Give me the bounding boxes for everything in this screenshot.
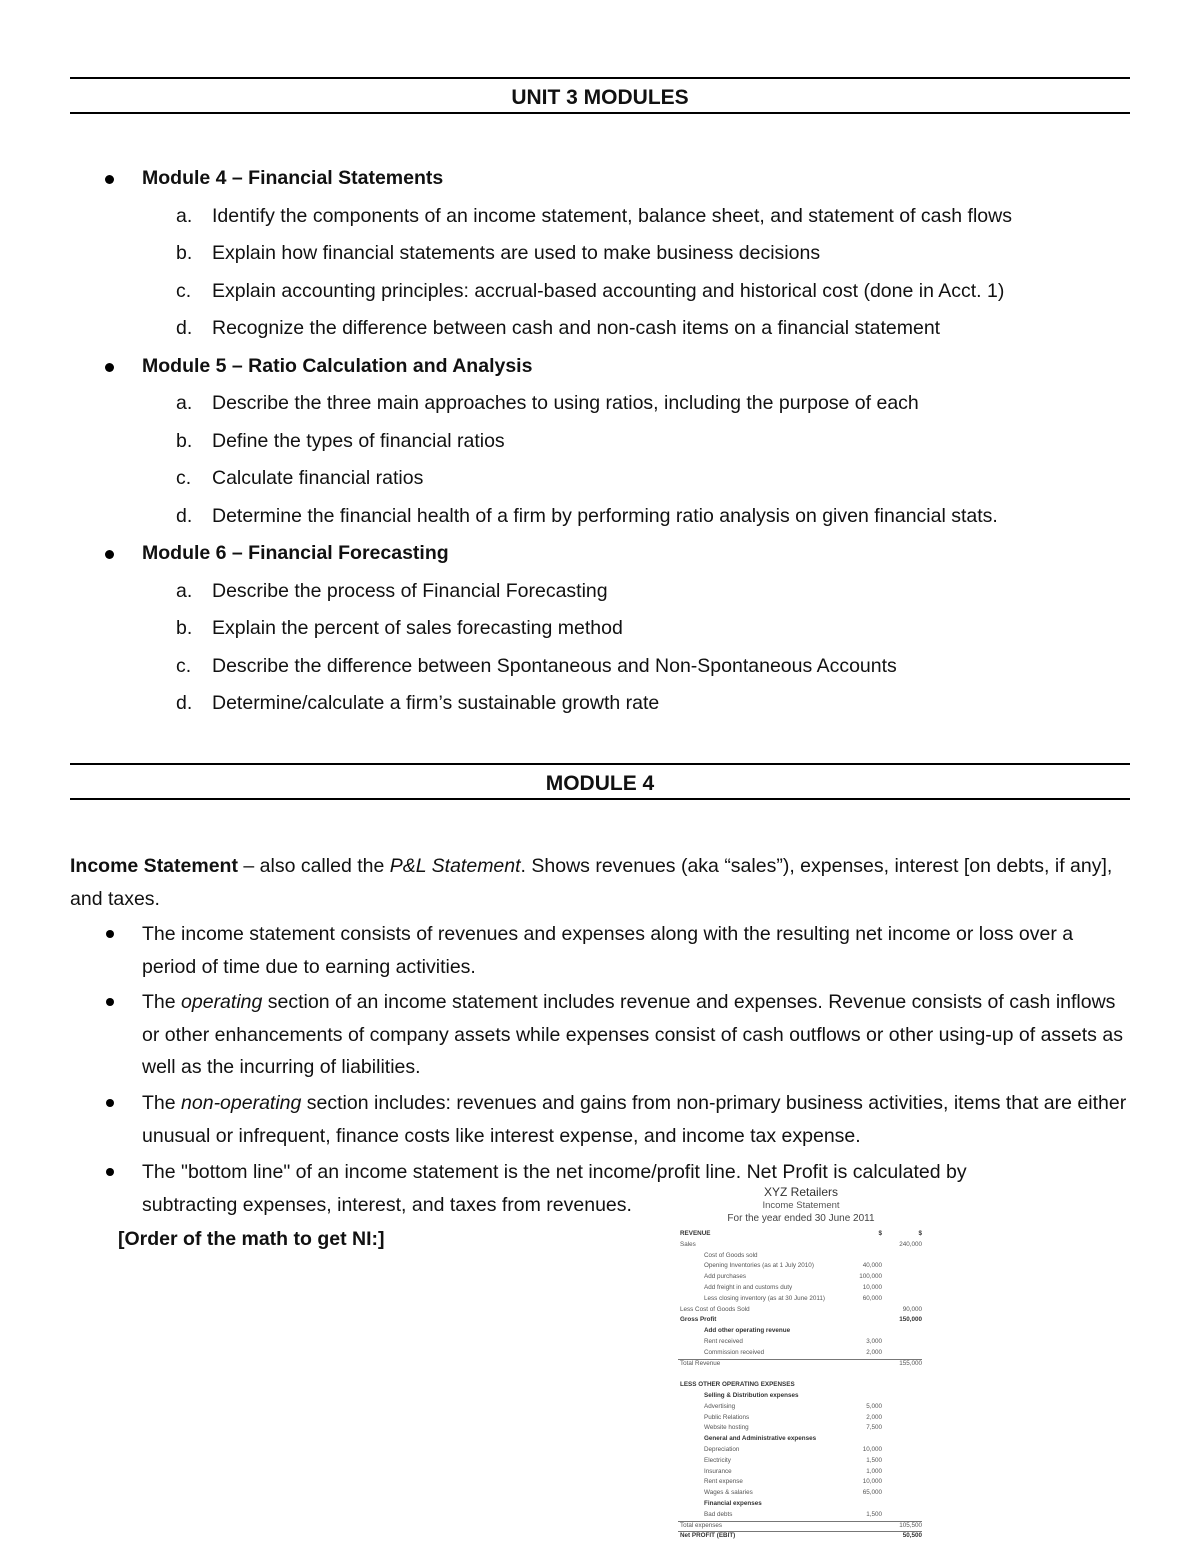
unit-header: UNIT 3 MODULES bbox=[70, 77, 1130, 114]
statement-label: Less Cost of Goods Sold bbox=[680, 1305, 750, 1313]
statement-label: Selling & Distribution expenses bbox=[704, 1392, 799, 1399]
intro-rest: . Shows revenues (aka “sales”), expenses, interest [on debts, if any], and taxes. bbox=[70, 855, 1113, 910]
statement-rule bbox=[678, 1359, 922, 1360]
statement-label: Cost of Goods sold bbox=[704, 1251, 758, 1259]
list-item: b. Explain the percent of sales forecasting method bbox=[176, 617, 623, 639]
statement-amount: 2,000 bbox=[866, 1348, 882, 1356]
statement-row bbox=[678, 1456, 924, 1466]
list-item: a. Describe the process of Financial Forecasting bbox=[176, 579, 608, 602]
list-item: a. Describe the three main approaches to using ratios, including the purpose of each bbox=[176, 392, 919, 414]
statement-period: For the year ended 30 June 2011 bbox=[727, 1213, 875, 1224]
statement-row bbox=[678, 1423, 924, 1433]
intro-paragraph bbox=[70, 850, 1130, 915]
statement-row bbox=[678, 1315, 924, 1325]
statement-label: Bad debts bbox=[704, 1510, 733, 1518]
list-item: d. Determine the financial health of a firm by performing ratio analysis on given financial stats. bbox=[176, 504, 998, 527]
statement-amount: 40,000 bbox=[862, 1262, 882, 1270]
list-item: c. Describe the difference between Spontaneous and Non-Spontaneous Accounts bbox=[176, 654, 897, 677]
statement-total: 240,000 bbox=[899, 1240, 922, 1248]
statement-total: $ bbox=[918, 1230, 922, 1237]
statement-label: Opening Inventories (as at 1 July 2010) bbox=[704, 1262, 814, 1270]
statement-amount: 65,000 bbox=[862, 1489, 882, 1497]
module-title: Module 6 – Financial Forecasting bbox=[0, 535, 1200, 573]
statement-row bbox=[678, 1283, 924, 1293]
statement-amount: 3,000 bbox=[866, 1338, 882, 1345]
statement-label: Rent expense bbox=[704, 1478, 743, 1486]
bullet-icon bbox=[106, 1099, 114, 1107]
module-list bbox=[0, 160, 1200, 723]
bullet-item: The operating section of an income statement includes revenue and expenses. Revenue consists of cash inflows or other enhancements of company assets while expenses consist of cash outflows or other using-up of assets as well as the incurring of liabilities. bbox=[70, 986, 1130, 1084]
statement-row bbox=[678, 1326, 924, 1336]
statement-row bbox=[678, 1251, 924, 1261]
statement-row bbox=[678, 1294, 924, 1304]
statement-label: Wages & salaries bbox=[704, 1489, 753, 1497]
statement-label: Net PROFIT (EBIT) bbox=[680, 1532, 736, 1540]
module4-header: MODULE 4 bbox=[70, 763, 1130, 800]
statement-row bbox=[678, 1337, 924, 1347]
statement-row bbox=[678, 1305, 924, 1315]
statement-label: Advertising bbox=[704, 1402, 736, 1410]
statement-row bbox=[678, 1531, 924, 1541]
statement-amount: 60,000 bbox=[862, 1294, 882, 1302]
statement-label: Add other operating revenue bbox=[704, 1327, 791, 1335]
statement-label: Add purchases bbox=[704, 1273, 747, 1281]
statement-label: Website hosting bbox=[704, 1424, 749, 1432]
statement-company: XYZ Retailers bbox=[763, 1185, 839, 1199]
statement-label: Electricity bbox=[704, 1456, 731, 1464]
statement-amount: 5,000 bbox=[866, 1402, 882, 1410]
statement-label: REVENUE bbox=[680, 1230, 711, 1237]
statement-amount: 100,000 bbox=[859, 1273, 882, 1281]
statement-amount: 1,500 bbox=[866, 1456, 882, 1464]
statement-title: Income Statement bbox=[762, 1200, 840, 1211]
statement-row bbox=[678, 1240, 924, 1250]
statement-row bbox=[678, 1402, 924, 1412]
bullet-icon bbox=[106, 1168, 114, 1176]
statement-row bbox=[678, 1521, 924, 1531]
statement-label: Insurance bbox=[704, 1467, 732, 1475]
statement-row bbox=[678, 1434, 924, 1444]
module-4-block bbox=[0, 160, 1200, 348]
statement-total: 155,000 bbox=[899, 1359, 922, 1367]
statement-label: Public Relations bbox=[704, 1413, 750, 1421]
statement-row bbox=[678, 1391, 924, 1401]
statement-row bbox=[678, 1261, 924, 1271]
bullet-icon bbox=[105, 550, 114, 559]
list-item: d. Determine/calculate a firm’s sustainable growth rate bbox=[176, 692, 660, 714]
list-item: a. Identify the components of an income statement, balance sheet, and statement of cash flows bbox=[176, 204, 1012, 227]
bullet-item: The income statement consists of revenues and expenses along with the resulting net income or loss over a period of time due to earning activities. bbox=[70, 918, 1130, 983]
bullet-item: The "bottom line" of an income statement is the net income/profit line. Net Profit is calculated by subtracting expenses, interest, and taxes from revenues. bbox=[70, 1156, 1130, 1221]
statement-row bbox=[678, 1510, 924, 1520]
statement-total: 90,000 bbox=[902, 1305, 922, 1313]
statement-amount: 1,500 bbox=[866, 1510, 882, 1518]
income-statement-image bbox=[678, 1183, 924, 1548]
statement-label: Less closing inventory (as at 30 June 2011) bbox=[704, 1294, 825, 1302]
statement-label: Depreciation bbox=[704, 1446, 740, 1453]
statement-row bbox=[678, 1499, 924, 1509]
statement-total: 150,000 bbox=[899, 1316, 922, 1324]
statement-amount: $ bbox=[878, 1230, 882, 1237]
statement-row bbox=[678, 1272, 924, 1282]
order-note: [Order of the math to get NI:] bbox=[118, 1228, 385, 1250]
statement-row bbox=[678, 1359, 924, 1369]
statement-label: Financial expenses bbox=[704, 1500, 762, 1507]
statement-label: Commission received bbox=[704, 1348, 765, 1356]
statement-row bbox=[678, 1369, 924, 1379]
statement-row bbox=[678, 1445, 924, 1455]
bullet-icon bbox=[105, 175, 114, 184]
statement-row bbox=[678, 1348, 924, 1358]
module-5-block bbox=[0, 348, 1200, 536]
bullet-item: The non-operating section includes: revenues and gains from non-primary business activities, items that are either unusual or infrequent, finance costs like interest expense, and income tax expense. bbox=[70, 1087, 1130, 1152]
statement-label: Gross Profit bbox=[680, 1316, 717, 1324]
statement-label: Total expenses bbox=[680, 1521, 723, 1529]
bullet-icon bbox=[106, 998, 114, 1006]
statement-rule bbox=[678, 1531, 922, 1532]
module-title: Module 5 – Ratio Calculation and Analysis bbox=[0, 348, 1200, 386]
statement-amount: 10,000 bbox=[862, 1284, 882, 1291]
list-item: c. Calculate financial ratios bbox=[176, 467, 424, 489]
statement-label: Sales bbox=[680, 1240, 696, 1248]
list-item: c. Explain accounting principles: accrual-based accounting and historical cost (done in Acct. 1) bbox=[176, 279, 1005, 302]
statement-total: 105,500 bbox=[899, 1521, 922, 1529]
statement-label: Rent received bbox=[704, 1338, 743, 1345]
bullet-icon bbox=[106, 930, 114, 938]
intro-alias: P&L Statement bbox=[389, 855, 521, 877]
statement-amount: 10,000 bbox=[862, 1446, 882, 1453]
statement-row bbox=[678, 1380, 924, 1390]
intro-term: Income Statement bbox=[70, 855, 238, 877]
statement-row bbox=[678, 1467, 924, 1477]
bullet-icon bbox=[105, 363, 114, 372]
module-title: Module 4 – Financial Statements bbox=[0, 160, 1200, 198]
statement-row bbox=[678, 1413, 924, 1423]
list-item: b. Explain how financial statements are used to make business decisions bbox=[176, 242, 821, 264]
statement-label: LESS OTHER OPERATING EXPENSES bbox=[680, 1381, 795, 1389]
list-item: d. Recognize the difference between cash and non-cash items on a financial statement bbox=[176, 317, 941, 339]
statement-label: Total Revenue bbox=[680, 1359, 721, 1367]
statement-label: Add freight in and customs duty bbox=[704, 1284, 793, 1291]
statement-row bbox=[678, 1229, 924, 1239]
module-6-block bbox=[0, 535, 1200, 723]
statement-amount: 1,000 bbox=[866, 1467, 882, 1475]
statement-label: General and Administrative expenses bbox=[704, 1435, 817, 1443]
statement-total: 50,500 bbox=[902, 1532, 922, 1540]
intro-dash: – also called the bbox=[237, 855, 390, 877]
statement-row bbox=[678, 1488, 924, 1498]
list-item: b. Define the types of financial ratios bbox=[176, 429, 505, 452]
statement-amount: 2,000 bbox=[866, 1413, 882, 1421]
statement-amount: 10,000 bbox=[862, 1478, 882, 1486]
statement-row bbox=[678, 1477, 924, 1487]
statement-amount: 7,500 bbox=[866, 1424, 882, 1432]
statement-rule bbox=[678, 1521, 922, 1522]
